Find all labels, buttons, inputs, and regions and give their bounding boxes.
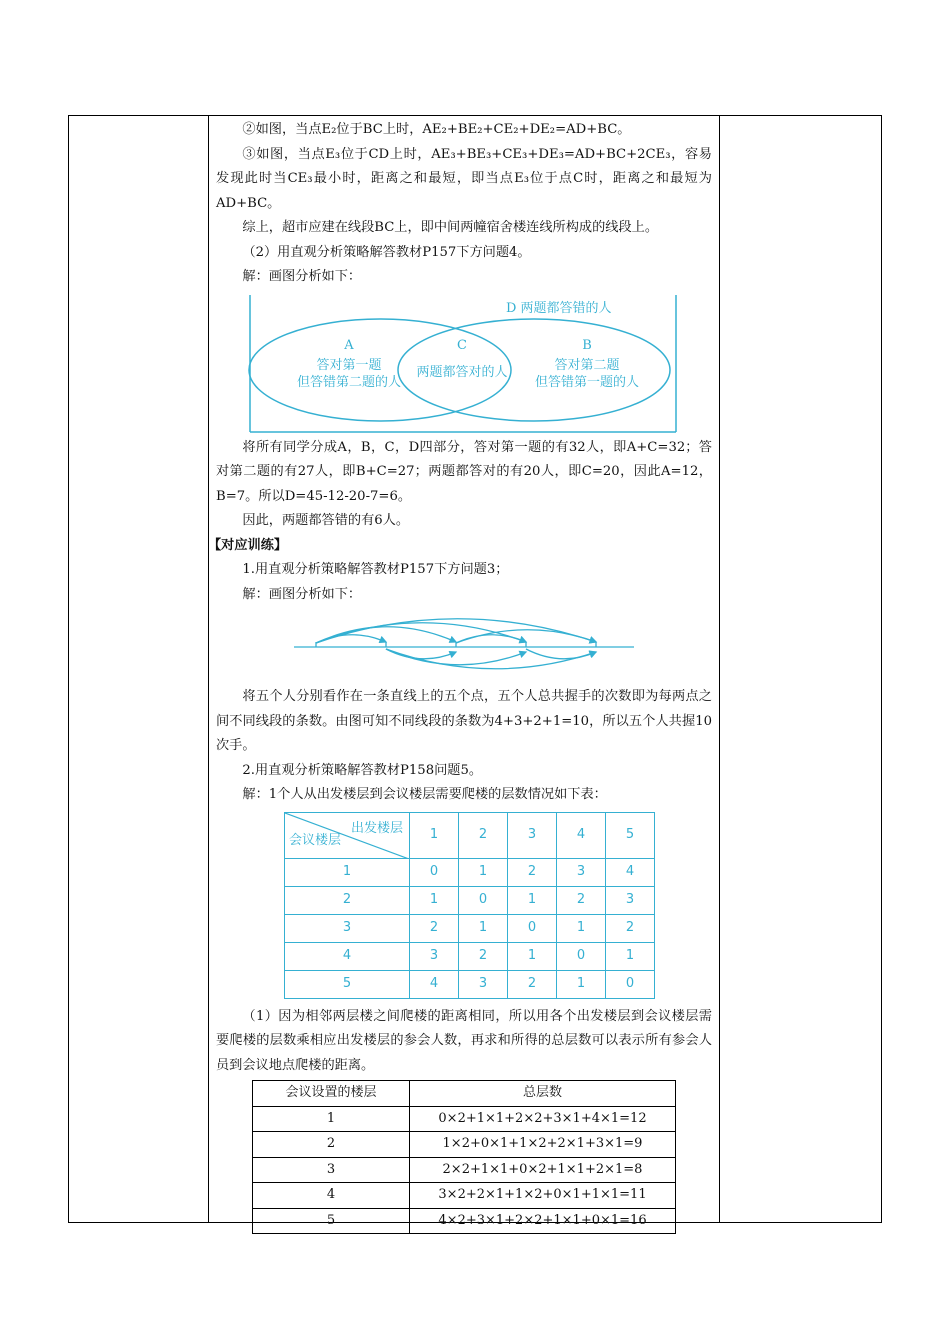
table-row [285,942,655,970]
paragraph: 因此，两题都答错的有6人。 [242,513,410,528]
row-label: 5 [285,970,410,998]
table-corner-header [285,812,410,858]
paragraph: （1）因为相邻两层楼之间爬楼的距离相同，所以用各个出发楼层到会议楼层需要爬楼的层数乘相应出发楼层的参会人数，再求和所得的总层数可以表示所有参会人员到会议地点爬楼的距离。 [216,1008,712,1073]
table-cell: 1 [508,942,557,970]
table-cell: 1 [410,886,459,914]
venn-letter-c: C [457,337,467,353]
floor-cell: 3 [253,1157,410,1183]
venn-a-line1: 答对第一题 [316,357,382,373]
table-cell: 3 [410,942,459,970]
table-cell: 1 [557,970,606,998]
header-total-floors: 总层数 [410,1081,676,1107]
table-row [285,886,655,914]
floor-cell: 4 [253,1183,410,1209]
header-meeting-floor: 会议楼层 [289,833,342,848]
floor-cell: 2 [253,1132,410,1158]
table-cell: 4 [410,970,459,998]
handshake-arc [526,649,596,659]
table-cell: 0 [459,886,508,914]
column-divider-right [719,115,720,1223]
venn-letter-b: B [582,337,592,353]
venn-letter-a: A [344,337,354,353]
venn-label-d: D 两题都答错的人 [506,300,612,316]
paragraph: 2.用直观分析策略解答教材P158问题5。 [242,762,483,778]
paragraph: 解：画图分析如下： [242,269,362,284]
total-cell: 3×2+2×1+1×2+0×1+1×1=11 [410,1183,676,1209]
venn-b-line2: 但答错第一题的人 [534,374,640,390]
table-cell: 3 [606,886,655,914]
floor-distance-table [284,812,655,999]
paragraph: 解：画图分析如下： [242,586,362,602]
table-cell: 0 [606,970,655,998]
table-cell: 2 [508,970,557,998]
row-label: 2 [285,886,410,914]
table-row [285,858,655,886]
paragraph: （2）用直观分析策略解答教材P157下方问题4。 [242,244,531,260]
row-label: 3 [285,914,410,942]
paragraph: 1.用直观分析策略解答教材P157下方问题3； [242,562,509,577]
table-cell: 4 [606,858,655,886]
handshake-arc [316,627,456,643]
paragraph: 将五个人分别看作在一条直线上的五个点，五个人总共握手的次数即为每两点之间不同线段的条数。由图可知不同线段的条数为4+3+2+1=10，所以五个人共握10次手。 [216,689,712,753]
table-cell: 3 [459,970,508,998]
table-cell: 1 [557,914,606,942]
table-cell: 2 [606,914,655,942]
column-header: 5 [606,812,655,858]
paragraph: 解：1个人从出发楼层到会议楼层需要爬楼的层数情况如下表： [242,787,607,802]
handshake-diagram [216,607,712,681]
table-cell: 1 [459,914,508,942]
table-row [285,914,655,942]
table-row [253,1132,676,1158]
column-divider-left [208,115,209,1223]
floor-cell: 5 [253,1208,410,1234]
venn-c-text: 两题都答对的人 [416,364,508,380]
venn-a-line2: 但答错第二题的人 [296,374,402,390]
table-cell: 2 [410,914,459,942]
table-row [253,1106,676,1132]
paragraph: ③如图，当点E₃位于CD上时，AE₃+BE₃+CE₃+DE₃=AD+BC+2CE₃，容易发现此时当CE₃最小时，距离之和最短，即当点E₃位于点C时，距离之和最短为AD+BC。 [216,146,712,211]
handshake-arc [386,649,526,665]
floor-cell: 1 [253,1106,410,1132]
total-cell: 2×2+1×1+0×2+1×1+2×1=8 [410,1157,676,1183]
table-cell: 0 [410,858,459,886]
table-cell: 0 [557,942,606,970]
table-row [253,1208,676,1234]
paragraph: ②如图，当点E₂位于BC上时，AE₂+BE₂+CE₂+DE₂=AD+BC。 [242,122,631,137]
paragraph: 将所有同学分成A，B，C，D四部分，答对第一题的有32人，即A+C=32；答对第二题的有27人，即B+C=27；两题都答对的有20人，即C=20，因此A=12，B=7。所以D=45-12-20-7=6。 [216,439,712,504]
table-row [285,970,655,998]
table-cell: 2 [459,942,508,970]
handshake-arc [316,619,596,643]
handshake-arc [456,630,596,643]
lesson-content [208,118,712,1234]
total-floors-table [252,1080,676,1234]
total-cell: 1×2+0×1+1×2+2×1+3×1=9 [410,1132,676,1158]
venn-diagram [216,292,712,434]
table-cell: 3 [557,858,606,886]
table-cell: 2 [557,886,606,914]
table-cell: 1 [459,858,508,886]
table-header-row [253,1081,676,1107]
section-heading: 【对应训练】 [208,537,288,553]
table-cell: 1 [508,886,557,914]
table-row [253,1183,676,1209]
header-start-floor: 出发楼层 [350,820,403,836]
handshake-arc [386,649,456,659]
table-cell: 2 [508,858,557,886]
row-label: 1 [285,858,410,886]
table-row [253,1157,676,1183]
table-cell: 0 [508,914,557,942]
column-header: 1 [410,812,459,858]
row-label: 4 [285,942,410,970]
total-cell: 0×2+1×1+2×2+3×1+4×1=12 [410,1106,676,1132]
table-cell: 1 [606,942,655,970]
header-meeting-floor-setting: 会议设置的楼层 [253,1081,410,1107]
venn-b-line1: 答对第二题 [554,357,620,373]
paragraph: 综上，超市应建在线段BC上，即中间两幢宿舍楼连线所构成的线段上。 [242,220,659,235]
column-header: 3 [508,812,557,858]
column-header: 2 [459,812,508,858]
total-cell: 4×2+3×1+2×2+1×1+0×1=16 [410,1208,676,1234]
column-header: 4 [557,812,606,858]
